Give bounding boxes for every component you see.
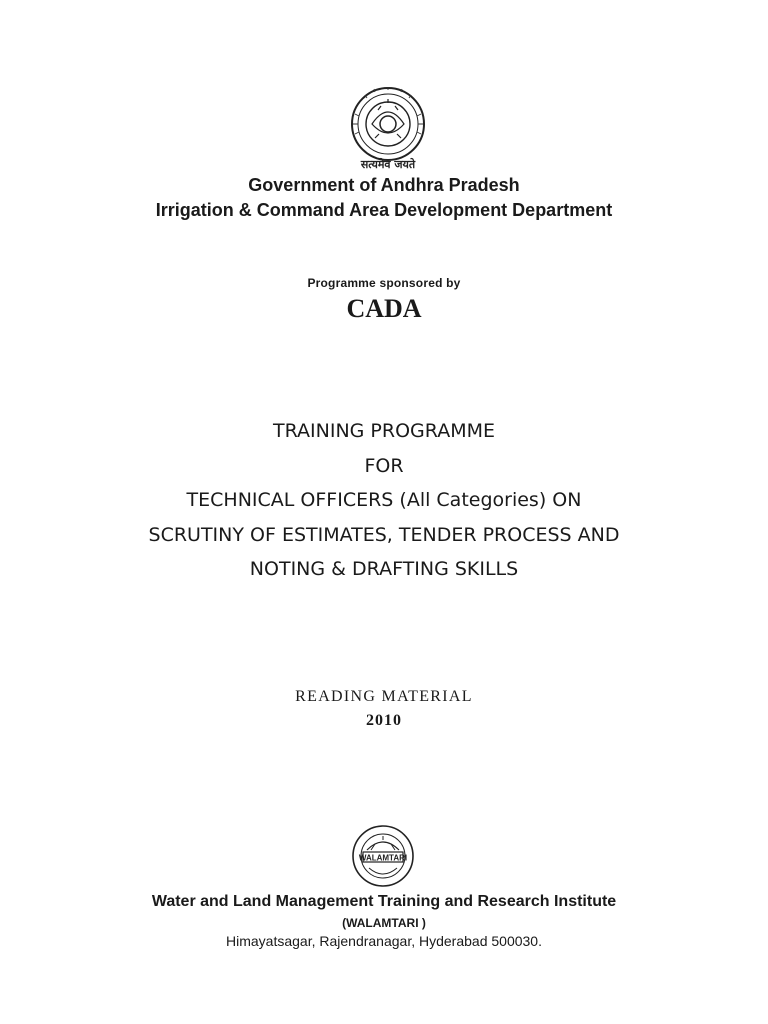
department-name: Irrigation & Command Area Development Department — [155, 200, 613, 220]
title-line: TRAINING PROGRAMME — [273, 420, 495, 442]
institute-name: Water and Land Management Training and Research Institute — [151, 893, 617, 910]
title-line: TECHNICAL OFFICERS (All Categories) ON — [186, 489, 582, 511]
programme-title — [0, 414, 768, 587]
emblem-motto: सत्यमेव जयते — [360, 158, 416, 170]
sponsor-name: CADA — [346, 294, 422, 323]
material-year: 2010 — [366, 712, 402, 729]
ap-government-emblem-icon — [345, 86, 431, 170]
logo-text: WALAMTARI — [358, 853, 408, 863]
title-line: SCRUTINY OF ESTIMATES, TENDER PROCESS AND — [148, 523, 620, 546]
title-line: NOTING & DRAFTING SKILLS — [249, 558, 519, 580]
government-name: Government of Andhra Pradesh — [248, 175, 520, 195]
institute-address: Himayatsagar, Rajendranagar, Hyderabad 500030. — [226, 933, 542, 949]
institute-abbreviation: (WALAMTARI ) — [342, 916, 426, 930]
reading-material-label: READING MATERIAL — [295, 688, 473, 705]
walamtari-logo-icon — [347, 824, 419, 888]
title-line: FOR — [364, 454, 404, 477]
sponsor-label: Programme sponsored by — [307, 276, 461, 290]
